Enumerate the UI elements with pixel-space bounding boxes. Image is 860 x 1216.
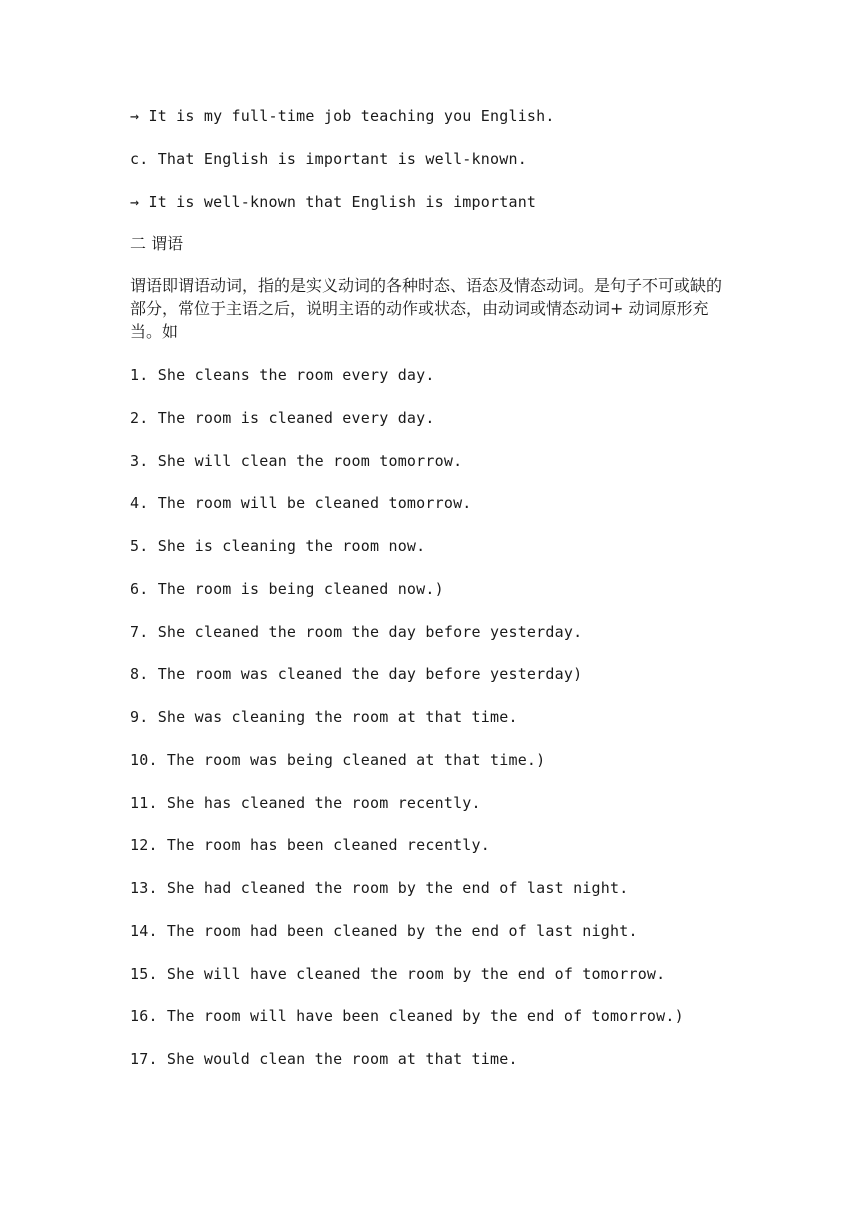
- example-line: 14. The room had been cleaned by the end of last night.: [130, 922, 638, 940]
- example-line: 12. The room has been cleaned recently.: [130, 836, 490, 854]
- example-line: 13. She had cleaned the room by the end of last night.: [130, 879, 629, 897]
- example-line: 4. The room will be cleaned tomorrow.: [130, 494, 472, 512]
- intro-line: → It is well-known that English is important: [130, 193, 537, 211]
- section-paragraph: 谓语即谓语动词，指的是实义动词的各种时态、语态及情态动词。是句子不可或缺的部分，常位于主语之后，说明主语的动作或状态，由动词或情态动词+ 动词原形充当。如: [130, 276, 723, 341]
- example-line: 3. She will clean the room tomorrow.: [130, 452, 463, 470]
- example-line: 15. She will have cleaned the room by the end of tomorrow.: [130, 965, 666, 983]
- section-heading: 二 谓语: [130, 234, 184, 253]
- example-line: 6. The room is being cleaned now.): [130, 580, 444, 598]
- example-line: 9. She was cleaning the room at that time.: [130, 708, 518, 726]
- example-line: 7. She cleaned the room the day before yesterday.: [130, 623, 583, 641]
- example-line: 1. She cleans the room every day.: [130, 366, 435, 384]
- example-line: 5. She is cleaning the room now.: [130, 537, 426, 555]
- intro-line: → It is my full-time job teaching you English.: [130, 107, 555, 125]
- intro-line: c. That English is important is well-known.: [130, 150, 527, 168]
- example-line: 10. The room was being cleaned at that time.): [130, 751, 546, 769]
- example-line: 11. She has cleaned the room recently.: [130, 794, 481, 812]
- example-line: 2. The room is cleaned every day.: [130, 409, 435, 427]
- example-line: 8. The room was cleaned the day before yesterday): [130, 665, 583, 683]
- example-line: 16. The room will have been cleaned by the end of tomorrow.): [130, 1007, 684, 1025]
- example-line: 17. She would clean the room at that time.: [130, 1050, 518, 1068]
